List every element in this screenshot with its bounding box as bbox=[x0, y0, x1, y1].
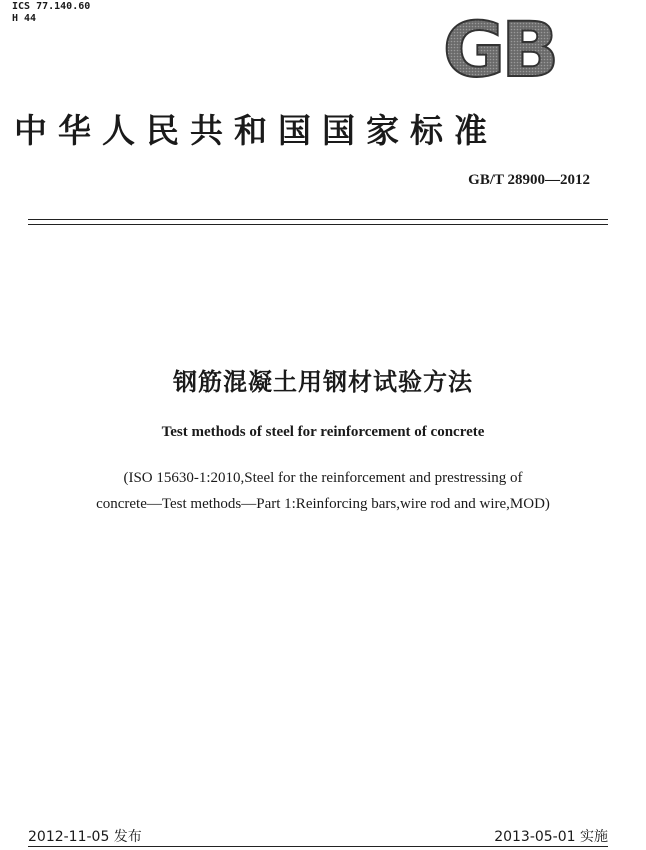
gb-logo-text: GB bbox=[442, 10, 556, 84]
standard-title: 中华人民共和国国家标准 bbox=[14, 111, 498, 150]
iso-reference-line-2: concrete—Test methods—Part 1:Reinforcing bars,wire rod and wire,MOD) bbox=[96, 496, 550, 512]
implementation-date: 2013-05-01 实施 bbox=[494, 829, 608, 845]
issue-date: 2012-11-05 发布 bbox=[28, 829, 142, 845]
ics-code: ICS 77.140.60 bbox=[12, 1, 91, 12]
standard-code: GB/T 28900—2012 bbox=[468, 172, 590, 188]
header-rule bbox=[28, 219, 608, 220]
footer-rule bbox=[28, 846, 608, 847]
gb-logo bbox=[426, 10, 572, 84]
document-title-english: Test methods of steel for reinforcement of concrete bbox=[161, 424, 485, 440]
document-title-chinese: 钢筋混凝土用钢材试验方法 bbox=[173, 368, 473, 396]
ccs-code: H 44 bbox=[12, 13, 37, 24]
iso-reference-line-1: (ISO 15630-1:2010,Steel for the reinforcement and prestressing of bbox=[123, 470, 523, 486]
header-rule-secondary bbox=[28, 224, 608, 225]
